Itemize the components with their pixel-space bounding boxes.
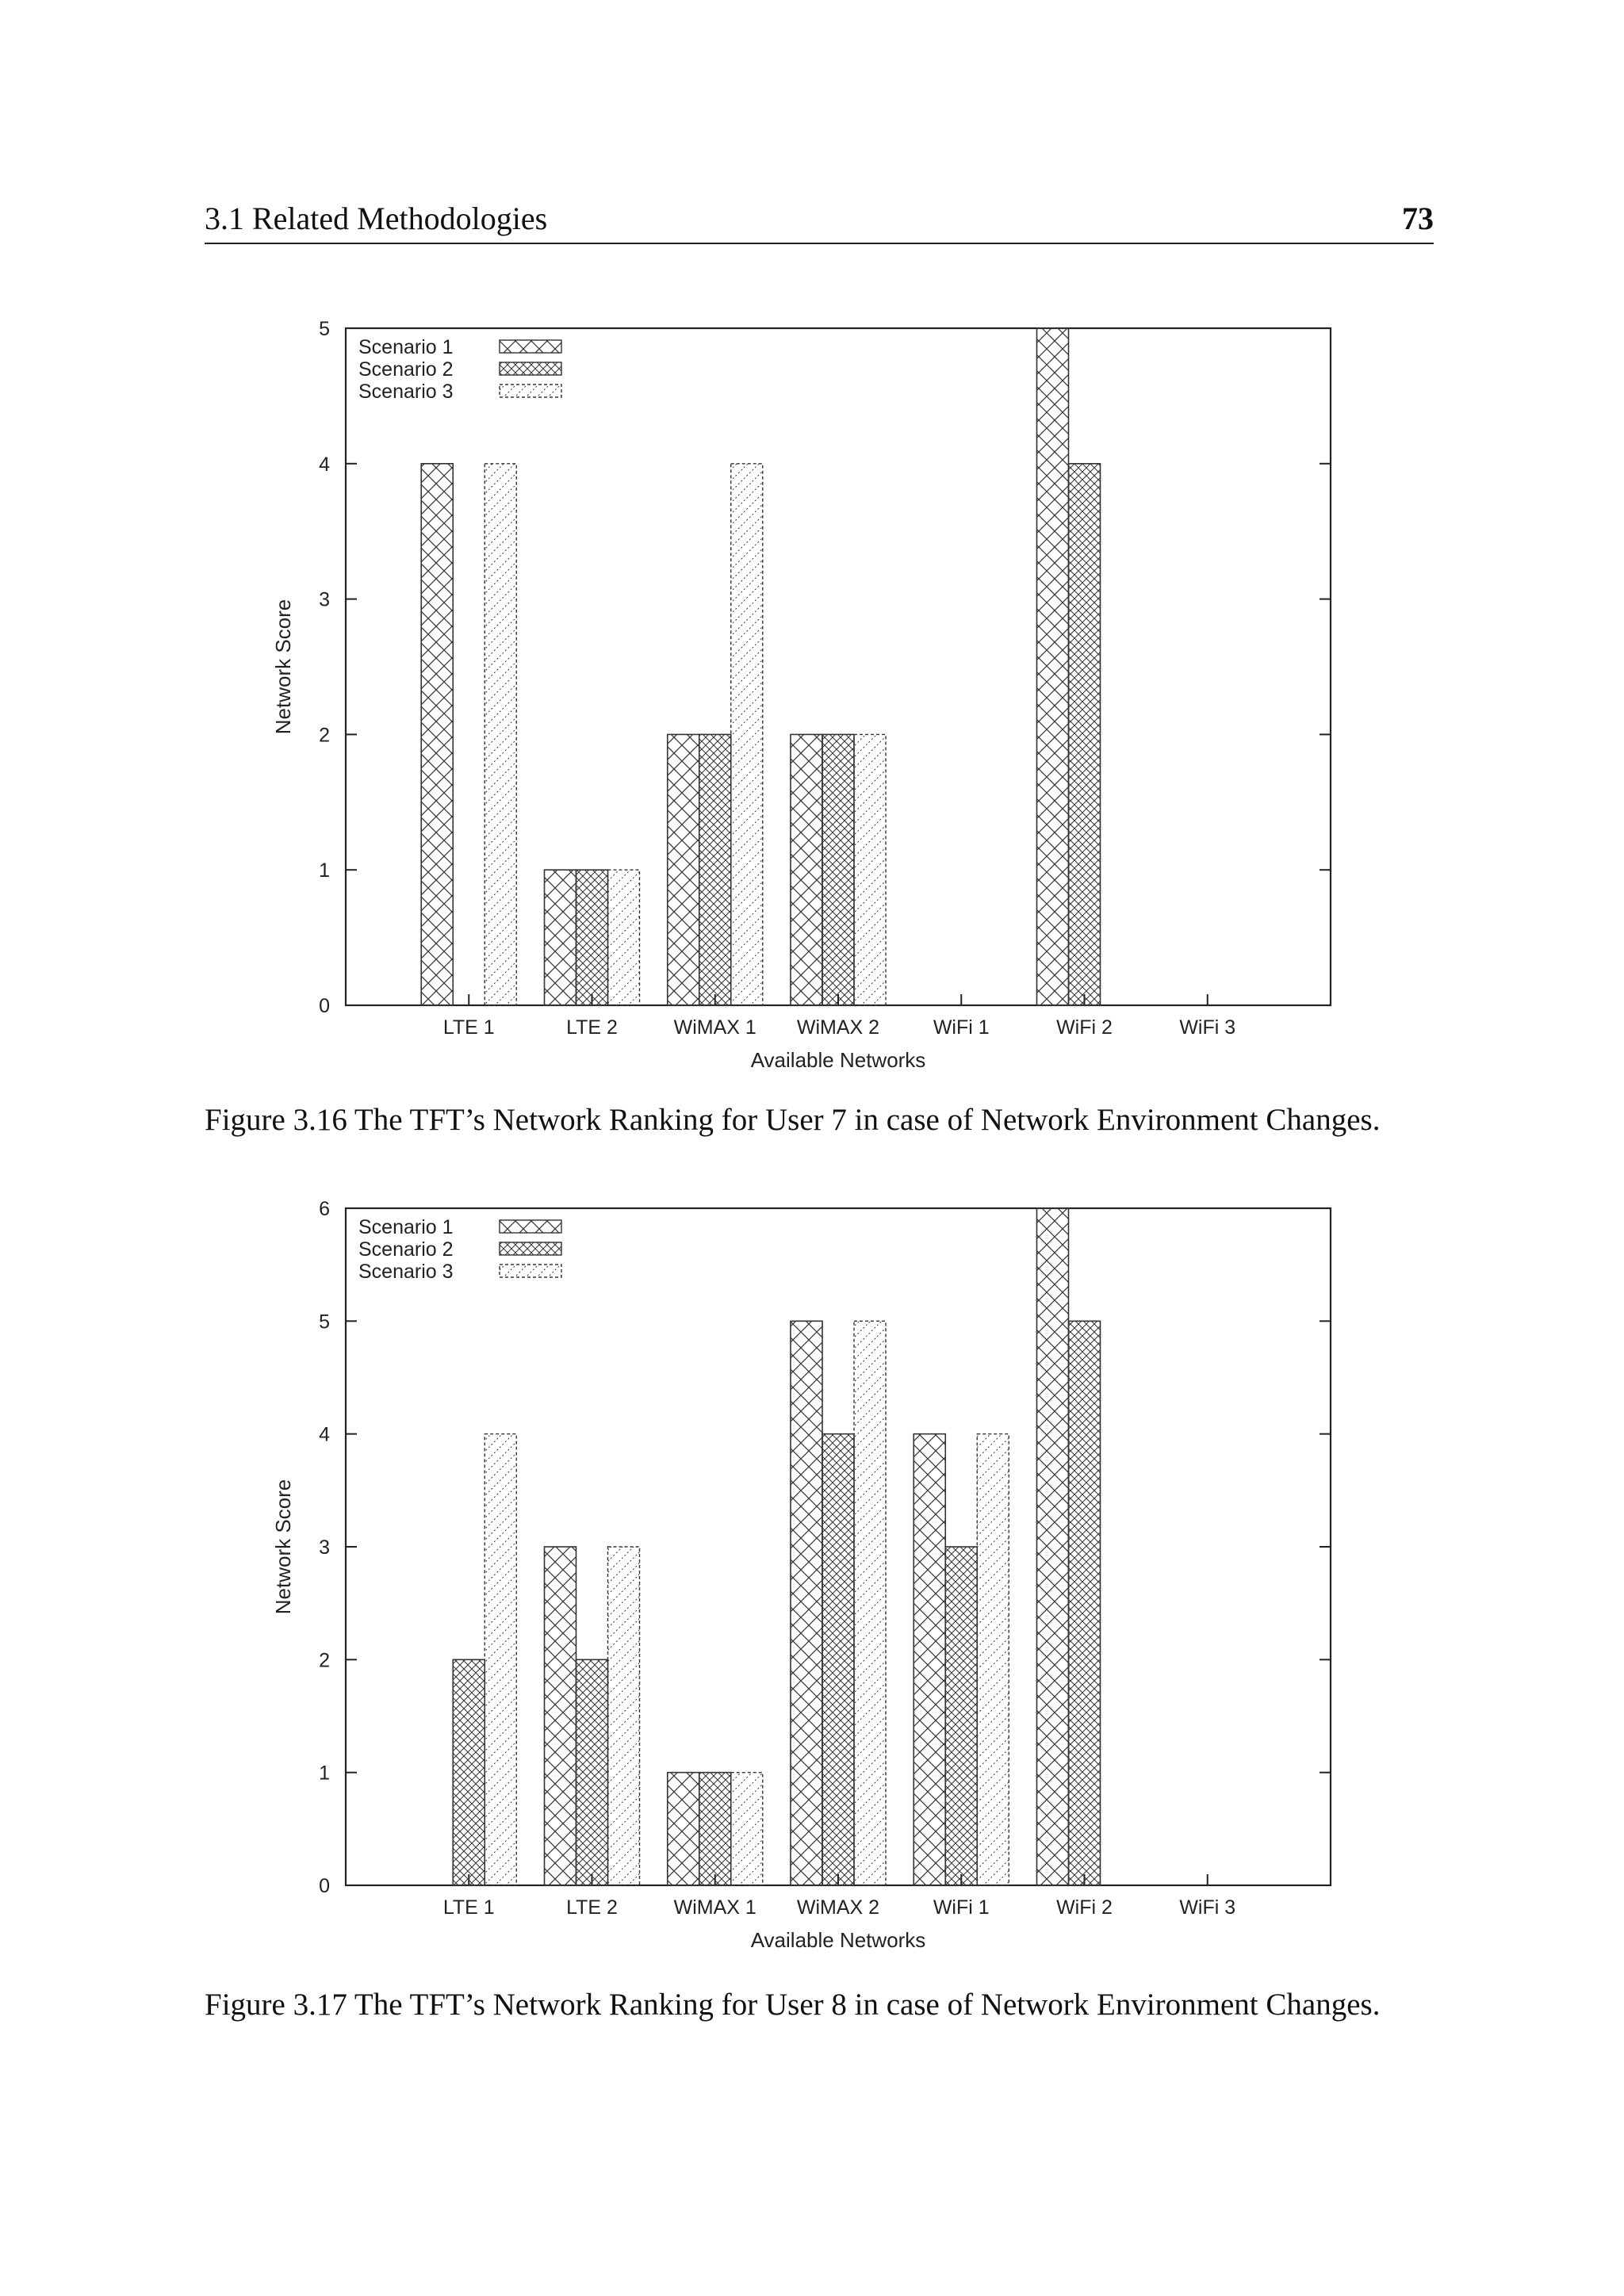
bar-scenario-2-lte-1 xyxy=(453,1659,485,1885)
bar-scenario-3-wimax-2 xyxy=(854,734,886,1005)
figure-caption-3-17: Figure 3.17 The TFT’s Network Ranking for User 8 in case of Network Environment Changes. xyxy=(205,1988,1381,2022)
chart-figure-3-16 xyxy=(0,301,1624,1086)
y-tick-label: 3 xyxy=(319,588,330,611)
bar-scenario-3-wifi-1 xyxy=(977,1434,1009,1885)
x-tick-label: WiFi 3 xyxy=(1179,1016,1236,1039)
bar-scenario-1-wifi-1 xyxy=(914,1434,945,1885)
y-tick-label: 3 xyxy=(319,1536,330,1559)
page-header xyxy=(205,197,1434,244)
legend-label: Scenario 2 xyxy=(358,1238,454,1261)
bar-scenario-2-wimax-1 xyxy=(699,1773,731,1885)
y-tick-label: 4 xyxy=(319,453,330,476)
bar-scenario-1-lte-2 xyxy=(545,1547,576,1885)
bar-scenario-1-wimax-2 xyxy=(791,734,822,1005)
bar-scenario-2-wimax-2 xyxy=(822,734,854,1005)
legend-label: Scenario 1 xyxy=(358,1216,454,1238)
bar-scenario-3-wimax-1 xyxy=(731,464,763,1005)
x-tick-label: WiMAX 1 xyxy=(673,1896,756,1919)
x-tick-label: LTE 2 xyxy=(566,1896,618,1919)
y-axis-label: Network Score xyxy=(271,599,295,735)
figure-caption-3-16: Figure 3.16 The TFT’s Network Ranking for User 7 in case of Network Environment Changes. xyxy=(205,1103,1381,1137)
legend-swatch xyxy=(500,1242,561,1255)
bar-scenario-1-wimax-2 xyxy=(791,1321,822,1885)
bar-scenario-1-lte-1 xyxy=(421,464,453,1005)
bar-scenario-3-lte-1 xyxy=(485,1434,516,1885)
x-tick-label: WiFi 1 xyxy=(933,1016,990,1039)
bar-scenario-2-lte-2 xyxy=(576,1659,608,1885)
x-tick-label: WiFi 1 xyxy=(933,1896,990,1919)
bar-scenario-2-wifi-1 xyxy=(945,1547,977,1885)
legend-swatch xyxy=(500,1265,561,1277)
y-tick-label: 0 xyxy=(319,1875,330,1897)
y-tick-label: 1 xyxy=(319,859,330,882)
x-axis-label: Available Networks xyxy=(750,1928,926,1952)
legend-swatch xyxy=(500,362,561,375)
x-tick-label: LTE 2 xyxy=(566,1016,618,1039)
y-tick-label: 2 xyxy=(319,724,330,747)
bar-scenario-2-wifi-2 xyxy=(1069,1321,1101,1885)
legend-label: Scenario 3 xyxy=(358,381,454,403)
page-number: 73 xyxy=(1402,201,1434,236)
x-tick-label: LTE 1 xyxy=(442,1016,495,1039)
section-title: 3.1 Related Methodologies xyxy=(205,201,548,236)
bar-scenario-3-wimax-1 xyxy=(731,1773,763,1885)
y-tick-label: 2 xyxy=(319,1649,330,1672)
bar-scenario-1-wifi-2 xyxy=(1037,1208,1069,1885)
legend-swatch xyxy=(500,385,561,397)
legend-label: Scenario 3 xyxy=(358,1261,454,1283)
x-tick-label: WiMAX 2 xyxy=(796,1896,880,1919)
x-tick-label: WiMAX 1 xyxy=(673,1016,756,1039)
bar-scenario-1-wimax-1 xyxy=(668,734,699,1005)
x-tick-label: WiFi 2 xyxy=(1056,1016,1113,1039)
bar-scenario-2-wimax-2 xyxy=(822,1434,854,1885)
bar-scenario-3-lte-2 xyxy=(608,1547,640,1885)
bar-scenario-2-wifi-2 xyxy=(1069,464,1101,1005)
y-tick-label: 4 xyxy=(319,1423,330,1446)
legend-swatch xyxy=(500,340,561,353)
y-tick-label: 5 xyxy=(319,318,330,340)
bar-scenario-1-wifi-2 xyxy=(1037,328,1069,1005)
x-tick-label: WiFi 3 xyxy=(1179,1896,1236,1919)
bar-scenario-1-lte-2 xyxy=(545,870,576,1005)
x-tick-label: WiMAX 2 xyxy=(796,1016,880,1039)
y-tick-label: 0 xyxy=(319,995,330,1017)
bar-scenario-2-lte-2 xyxy=(576,870,608,1005)
legend-label: Scenario 2 xyxy=(358,358,454,381)
chart-figure-3-17 xyxy=(0,1181,1624,1966)
bar-scenario-3-wimax-2 xyxy=(854,1321,886,1885)
y-axis-label: Network Score xyxy=(271,1479,295,1615)
bar-scenario-2-wimax-1 xyxy=(699,734,731,1005)
legend-label: Scenario 1 xyxy=(358,336,454,358)
x-tick-label: LTE 1 xyxy=(442,1896,495,1919)
y-tick-label: 1 xyxy=(319,1762,330,1785)
x-axis-label: Available Networks xyxy=(750,1048,926,1072)
bar-scenario-3-lte-1 xyxy=(485,464,516,1005)
y-tick-label: 5 xyxy=(319,1311,330,1334)
x-tick-label: WiFi 2 xyxy=(1056,1896,1113,1919)
y-tick-label: 6 xyxy=(319,1198,330,1220)
legend-swatch xyxy=(500,1220,561,1233)
bar-scenario-3-lte-2 xyxy=(608,870,640,1005)
bar-scenario-1-wimax-1 xyxy=(668,1773,699,1885)
